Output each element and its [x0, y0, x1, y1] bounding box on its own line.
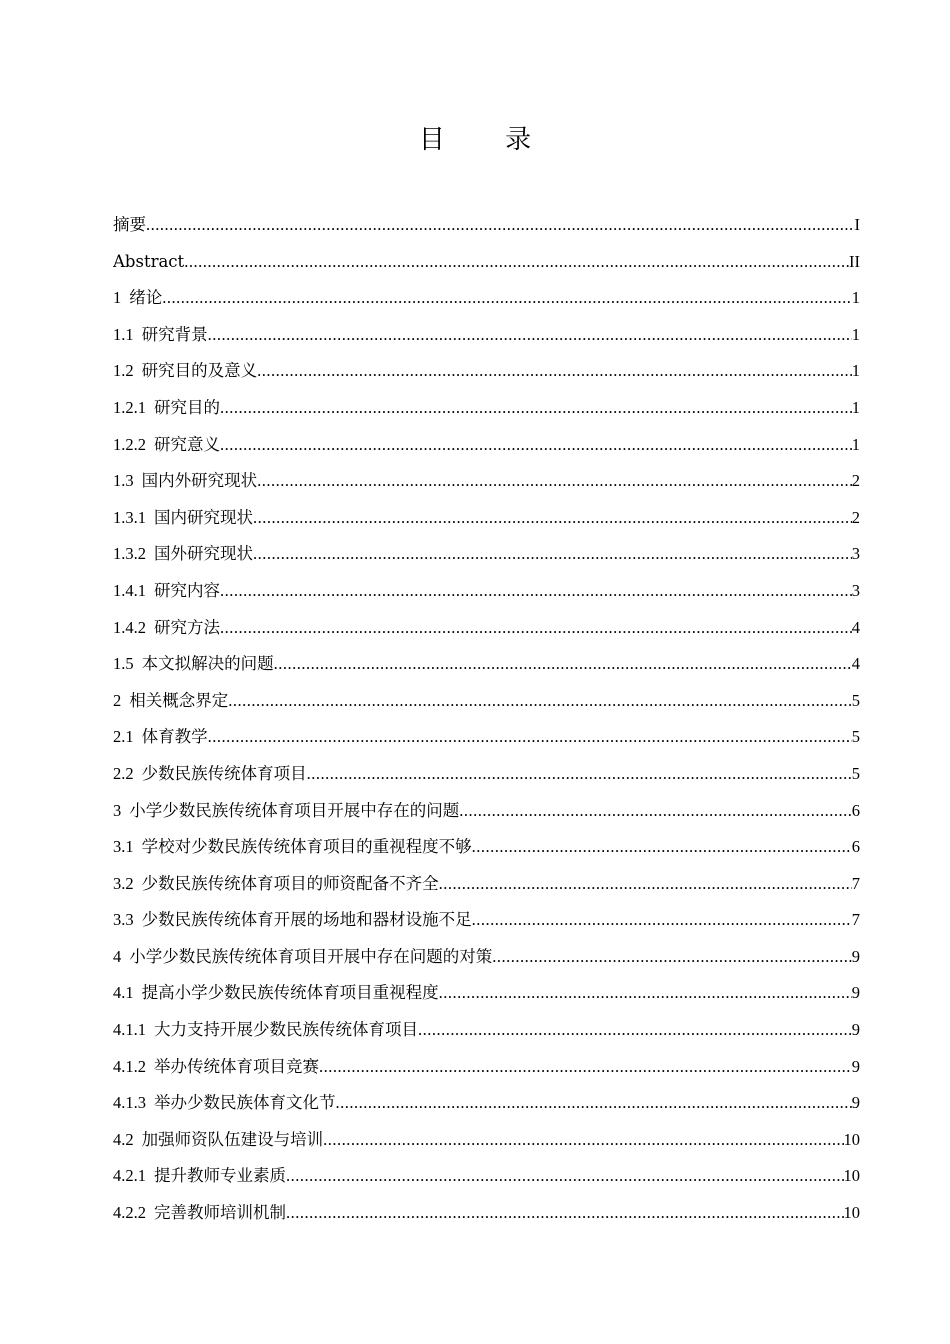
toc-leader-dots — [336, 1085, 852, 1122]
toc-entry-title: 小学少数民族传统体育项目开展中存在问题的对策 — [129, 946, 493, 966]
toc-entry-page: 1 — [851, 434, 860, 454]
toc-entry-page: 9 — [851, 946, 860, 966]
toc-entry-number: 4 — [113, 946, 122, 966]
toc-entry-title: 国内外研究现状 — [141, 471, 258, 491]
toc-entry[interactable] — [113, 317, 860, 354]
toc-entry-number: 1.3.2 — [113, 544, 146, 564]
toc-entry-page: 9 — [851, 983, 860, 1003]
toc-entry-title: 举办传统体育项目竞赛 — [154, 1056, 319, 1076]
toc-entry-number: 1.4.1 — [113, 580, 146, 600]
toc-entry-number: 1.2.2 — [113, 434, 146, 454]
toc-entry-page: II — [849, 251, 860, 271]
toc-title: 目 录 — [418, 125, 558, 155]
toc-entry-page: 4 — [851, 617, 860, 637]
toc-leader-dots — [286, 1158, 844, 1195]
toc-entry-number: 3.1 — [113, 837, 134, 857]
toc-entry-title: 研究目的 — [154, 397, 220, 417]
toc-leader-dots — [146, 207, 855, 244]
toc-entry[interactable] — [113, 1158, 860, 1195]
toc-entry-number: 1.3 — [113, 471, 134, 491]
toc-entry-page: 1 — [851, 324, 860, 344]
toc-leader-dots — [253, 536, 852, 573]
toc-entry[interactable] — [113, 610, 860, 647]
toc-entry[interactable] — [113, 756, 860, 793]
toc-entry-title: 研究方法 — [154, 617, 220, 637]
toc-entry-page: 7 — [851, 910, 860, 930]
toc-entry[interactable] — [113, 683, 860, 720]
toc-leader-dots — [319, 1049, 852, 1086]
toc-entry[interactable] — [113, 463, 860, 500]
toc-entry-number: 4.1.2 — [113, 1056, 146, 1076]
toc-entry[interactable] — [113, 1085, 860, 1122]
toc-entry-page: 5 — [851, 727, 860, 747]
toc-entry[interactable] — [113, 646, 860, 683]
toc-entry-page: I — [854, 215, 860, 234]
toc-entry-page: 5 — [851, 690, 860, 710]
toc-entry[interactable] — [113, 390, 860, 427]
toc-entry-page: 2 — [851, 507, 860, 527]
toc-entry-title: 举办少数民族体育文化节 — [154, 1093, 336, 1113]
toc-entry[interactable] — [113, 244, 860, 281]
toc-list — [113, 207, 860, 1232]
toc-entry-title: 体育教学 — [141, 727, 208, 747]
toc-entry-title: 研究背景 — [141, 324, 208, 344]
toc-entry[interactable] — [113, 975, 860, 1012]
toc-entry-page: 1 — [851, 361, 860, 381]
toc-entry-title: 小学少数民族传统体育项目开展中存在的问题 — [129, 800, 460, 820]
toc-entry-title: 提升教师专业素质 — [154, 1166, 286, 1186]
toc-entry[interactable] — [113, 793, 860, 830]
toc-entry-page: 9 — [851, 1056, 860, 1076]
toc-entry[interactable] — [113, 573, 860, 610]
toc-leader-dots — [220, 610, 852, 647]
toc-entry-page: 10 — [843, 1129, 860, 1149]
toc-entry-page: 4 — [851, 654, 860, 674]
toc-entry-number: 4.2.2 — [113, 1203, 146, 1223]
toc-entry-number: 1.1 — [113, 324, 134, 344]
toc-leader-dots — [220, 573, 852, 610]
toc-entry[interactable] — [113, 719, 860, 756]
toc-leader-dots — [184, 244, 849, 281]
toc-entry-page: 6 — [851, 837, 860, 857]
toc-leader-dots — [492, 939, 852, 976]
toc-leader-dots — [459, 793, 852, 830]
toc-entry-page: 9 — [851, 1020, 860, 1040]
toc-entry[interactable] — [113, 280, 860, 317]
toc-entry[interactable] — [113, 207, 860, 244]
toc-leader-dots — [274, 646, 852, 683]
toc-entry-number: 2.1 — [113, 727, 134, 747]
toc-entry[interactable] — [113, 939, 860, 976]
toc-entry-title: 大力支持开展少数民族传统体育项目 — [154, 1020, 418, 1040]
toc-leader-dots — [439, 975, 852, 1012]
toc-entry-title: 加强师资队伍建设与培训 — [141, 1129, 324, 1149]
toc-entry[interactable] — [113, 1012, 860, 1049]
toc-entry-page: 2 — [851, 471, 860, 491]
toc-entry-title: 相关概念界定 — [129, 690, 229, 710]
toc-entry[interactable] — [113, 1049, 860, 1086]
toc-leader-dots — [418, 1012, 852, 1049]
toc-entry-title: 国外研究现状 — [154, 544, 253, 564]
toc-entry[interactable] — [113, 1195, 860, 1232]
toc-entry[interactable] — [113, 353, 860, 390]
toc-entry-number: 4.2 — [113, 1129, 134, 1149]
toc-leader-dots — [257, 353, 852, 390]
toc-entry-page: 10 — [843, 1203, 860, 1223]
toc-entry-page: 1 — [851, 288, 860, 308]
toc-entry-number: 1 — [113, 288, 122, 308]
toc-entry[interactable] — [113, 866, 860, 903]
toc-entry[interactable] — [113, 829, 860, 866]
toc-entry-page: 6 — [851, 800, 860, 820]
toc-entry-number: 1.5 — [113, 654, 134, 674]
toc-leader-dots — [228, 683, 852, 720]
toc-entry-number: 3.3 — [113, 910, 134, 930]
toc-entry-number: 4.1 — [113, 983, 134, 1003]
toc-entry-number: 1.2 — [113, 361, 134, 381]
toc-entry-number: 3.2 — [113, 873, 134, 893]
toc-entry-page: 9 — [851, 1093, 860, 1113]
toc-leader-dots — [220, 427, 852, 464]
toc-entry-title: 本文拟解决的问题 — [141, 654, 274, 674]
toc-entry-number: 1.4.2 — [113, 617, 146, 637]
toc-leader-dots — [208, 317, 852, 354]
toc-entry-title: 绪论 — [129, 288, 163, 308]
toc-leader-dots — [472, 902, 852, 939]
toc-entry-title: 提高小学少数民族传统体育项目重视程度 — [141, 983, 439, 1003]
toc-leader-dots — [472, 829, 852, 866]
toc-entry-title: 摘要 — [113, 215, 146, 234]
toc-entry-page: 3 — [851, 580, 860, 600]
toc-leader-dots — [208, 719, 852, 756]
toc-entry-page: 10 — [843, 1166, 860, 1186]
toc-leader-dots — [253, 500, 852, 537]
toc-entry[interactable] — [113, 500, 860, 537]
toc-leader-dots — [257, 463, 852, 500]
toc-entry-number: 1.3.1 — [113, 507, 146, 527]
toc-entry-title: 研究内容 — [154, 580, 220, 600]
toc-entry-title: 研究意义 — [154, 434, 220, 454]
toc-leader-dots — [439, 866, 852, 903]
toc-entry-title: 少数民族传统体育项目 — [141, 763, 307, 783]
toc-leader-dots — [162, 280, 852, 317]
toc-entry-title: 国内研究现状 — [154, 507, 253, 527]
toc-entry-number: 1.2.1 — [113, 397, 146, 417]
toc-entry-page: 5 — [851, 763, 860, 783]
toc-entry[interactable] — [113, 1122, 860, 1159]
toc-entry[interactable] — [113, 536, 860, 573]
toc-entry-number: 3 — [113, 800, 122, 820]
toc-leader-dots — [323, 1122, 843, 1159]
toc-entry-title: 少数民族传统体育开展的场地和器材设施不足 — [141, 910, 472, 930]
toc-entry-title: 少数民族传统体育项目的师资配备不齐全 — [141, 873, 439, 893]
toc-entry-number: 2 — [113, 690, 122, 710]
toc-entry-page: 1 — [851, 397, 860, 417]
toc-leader-dots — [307, 756, 852, 793]
toc-leader-dots — [220, 390, 852, 427]
toc-entry-number: 4.1.3 — [113, 1093, 146, 1113]
toc-entry-title: 研究目的及意义 — [141, 361, 258, 381]
toc-entry-number: 4.2.1 — [113, 1166, 146, 1186]
toc-entry[interactable] — [113, 427, 860, 464]
toc-leader-dots — [286, 1195, 844, 1232]
toc-entry-page: 3 — [851, 544, 860, 564]
toc-entry[interactable] — [113, 902, 860, 939]
toc-entry-number: 4.1.1 — [113, 1020, 146, 1040]
toc-entry-number: 2.2 — [113, 763, 134, 783]
toc-entry-title: Abstract — [113, 251, 185, 271]
toc-entry-title: 完善教师培训机制 — [154, 1203, 286, 1223]
toc-entry-title: 学校对少数民族传统体育项目的重视程度不够 — [141, 837, 472, 857]
toc-entry-page: 7 — [851, 873, 860, 893]
